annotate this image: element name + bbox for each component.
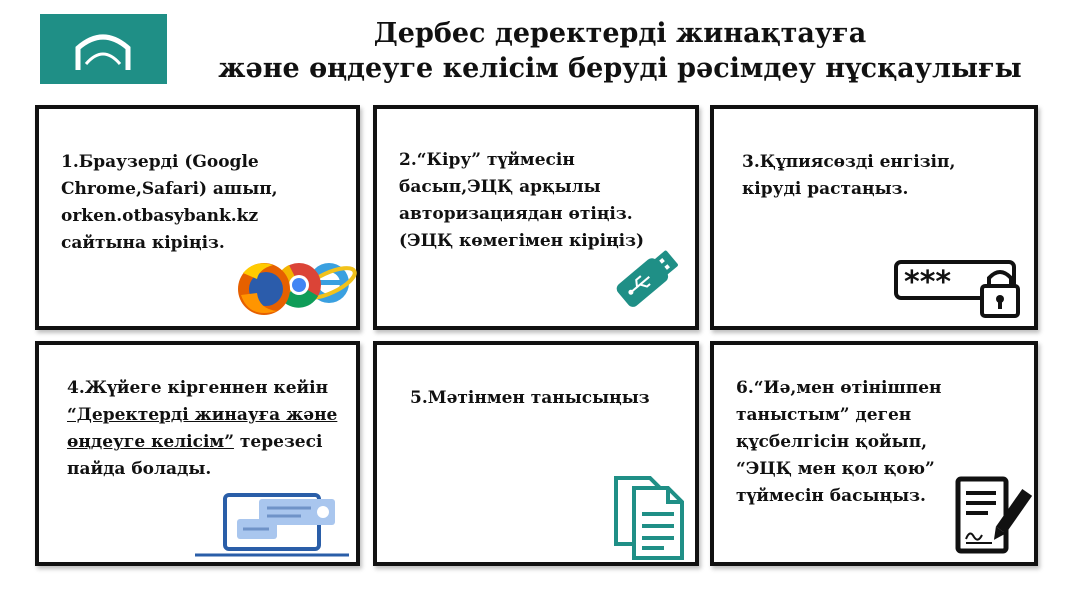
step-4-text-suffix: терезесі пайда болады. bbox=[67, 432, 323, 479]
step-card-5 bbox=[373, 341, 699, 566]
step-card-4 bbox=[35, 341, 360, 566]
step-card-2 bbox=[373, 105, 699, 330]
step-card-6 bbox=[710, 341, 1038, 566]
password-lock-icon bbox=[892, 254, 1027, 324]
step-3-text: 3.Құпиясөзді енгізіп, кіруді растаңыз. bbox=[742, 152, 956, 199]
page-title bbox=[175, 16, 1065, 86]
documents-icon bbox=[612, 472, 687, 562]
bank-logo bbox=[40, 14, 167, 84]
laptop-chat-icon bbox=[189, 487, 359, 562]
step-4-text bbox=[67, 375, 357, 483]
step-card-3 bbox=[710, 105, 1038, 330]
sign-document-icon bbox=[952, 473, 1032, 558]
house-roof-icon bbox=[40, 14, 167, 84]
step-4-text-prefix: 4.Жүйеге кіргеннен кейін bbox=[67, 378, 329, 398]
step-1-text: 1.Браузерді (Google Chrome,Safari) ашып, orken.otbasybank.kz сайтына кіріңіз. bbox=[61, 152, 278, 253]
browser-icons bbox=[229, 249, 359, 319]
password-mask: *** bbox=[904, 265, 952, 300]
step-6-text: 6.“Иә,мен өтінішпен таныстым” деген құсбелгісін қойып, “ЭЦҚ мен қол қою” түймесін басыңыз. bbox=[736, 378, 942, 506]
consent-window-name: “Деректерді жинауға және өңдеуге келісім” bbox=[67, 405, 338, 452]
step-2-text: 2.“Кіру” түймесін басып,ЭЦҚ арқылы авторизациядан өтіңіз. (ЭЦҚ көмегімен кіріңіз) bbox=[399, 150, 645, 251]
step-5-text: 5.Мәтінмен танысыңыз bbox=[410, 388, 650, 408]
step-card-1 bbox=[35, 105, 360, 330]
title-line-2: және өңдеуге келісім беруді рәсімдеу нұсқаулығы bbox=[218, 53, 1022, 84]
title-line-1: Дербес деректерді жинақтауға bbox=[373, 18, 867, 49]
usb-key-icon bbox=[597, 234, 687, 314]
